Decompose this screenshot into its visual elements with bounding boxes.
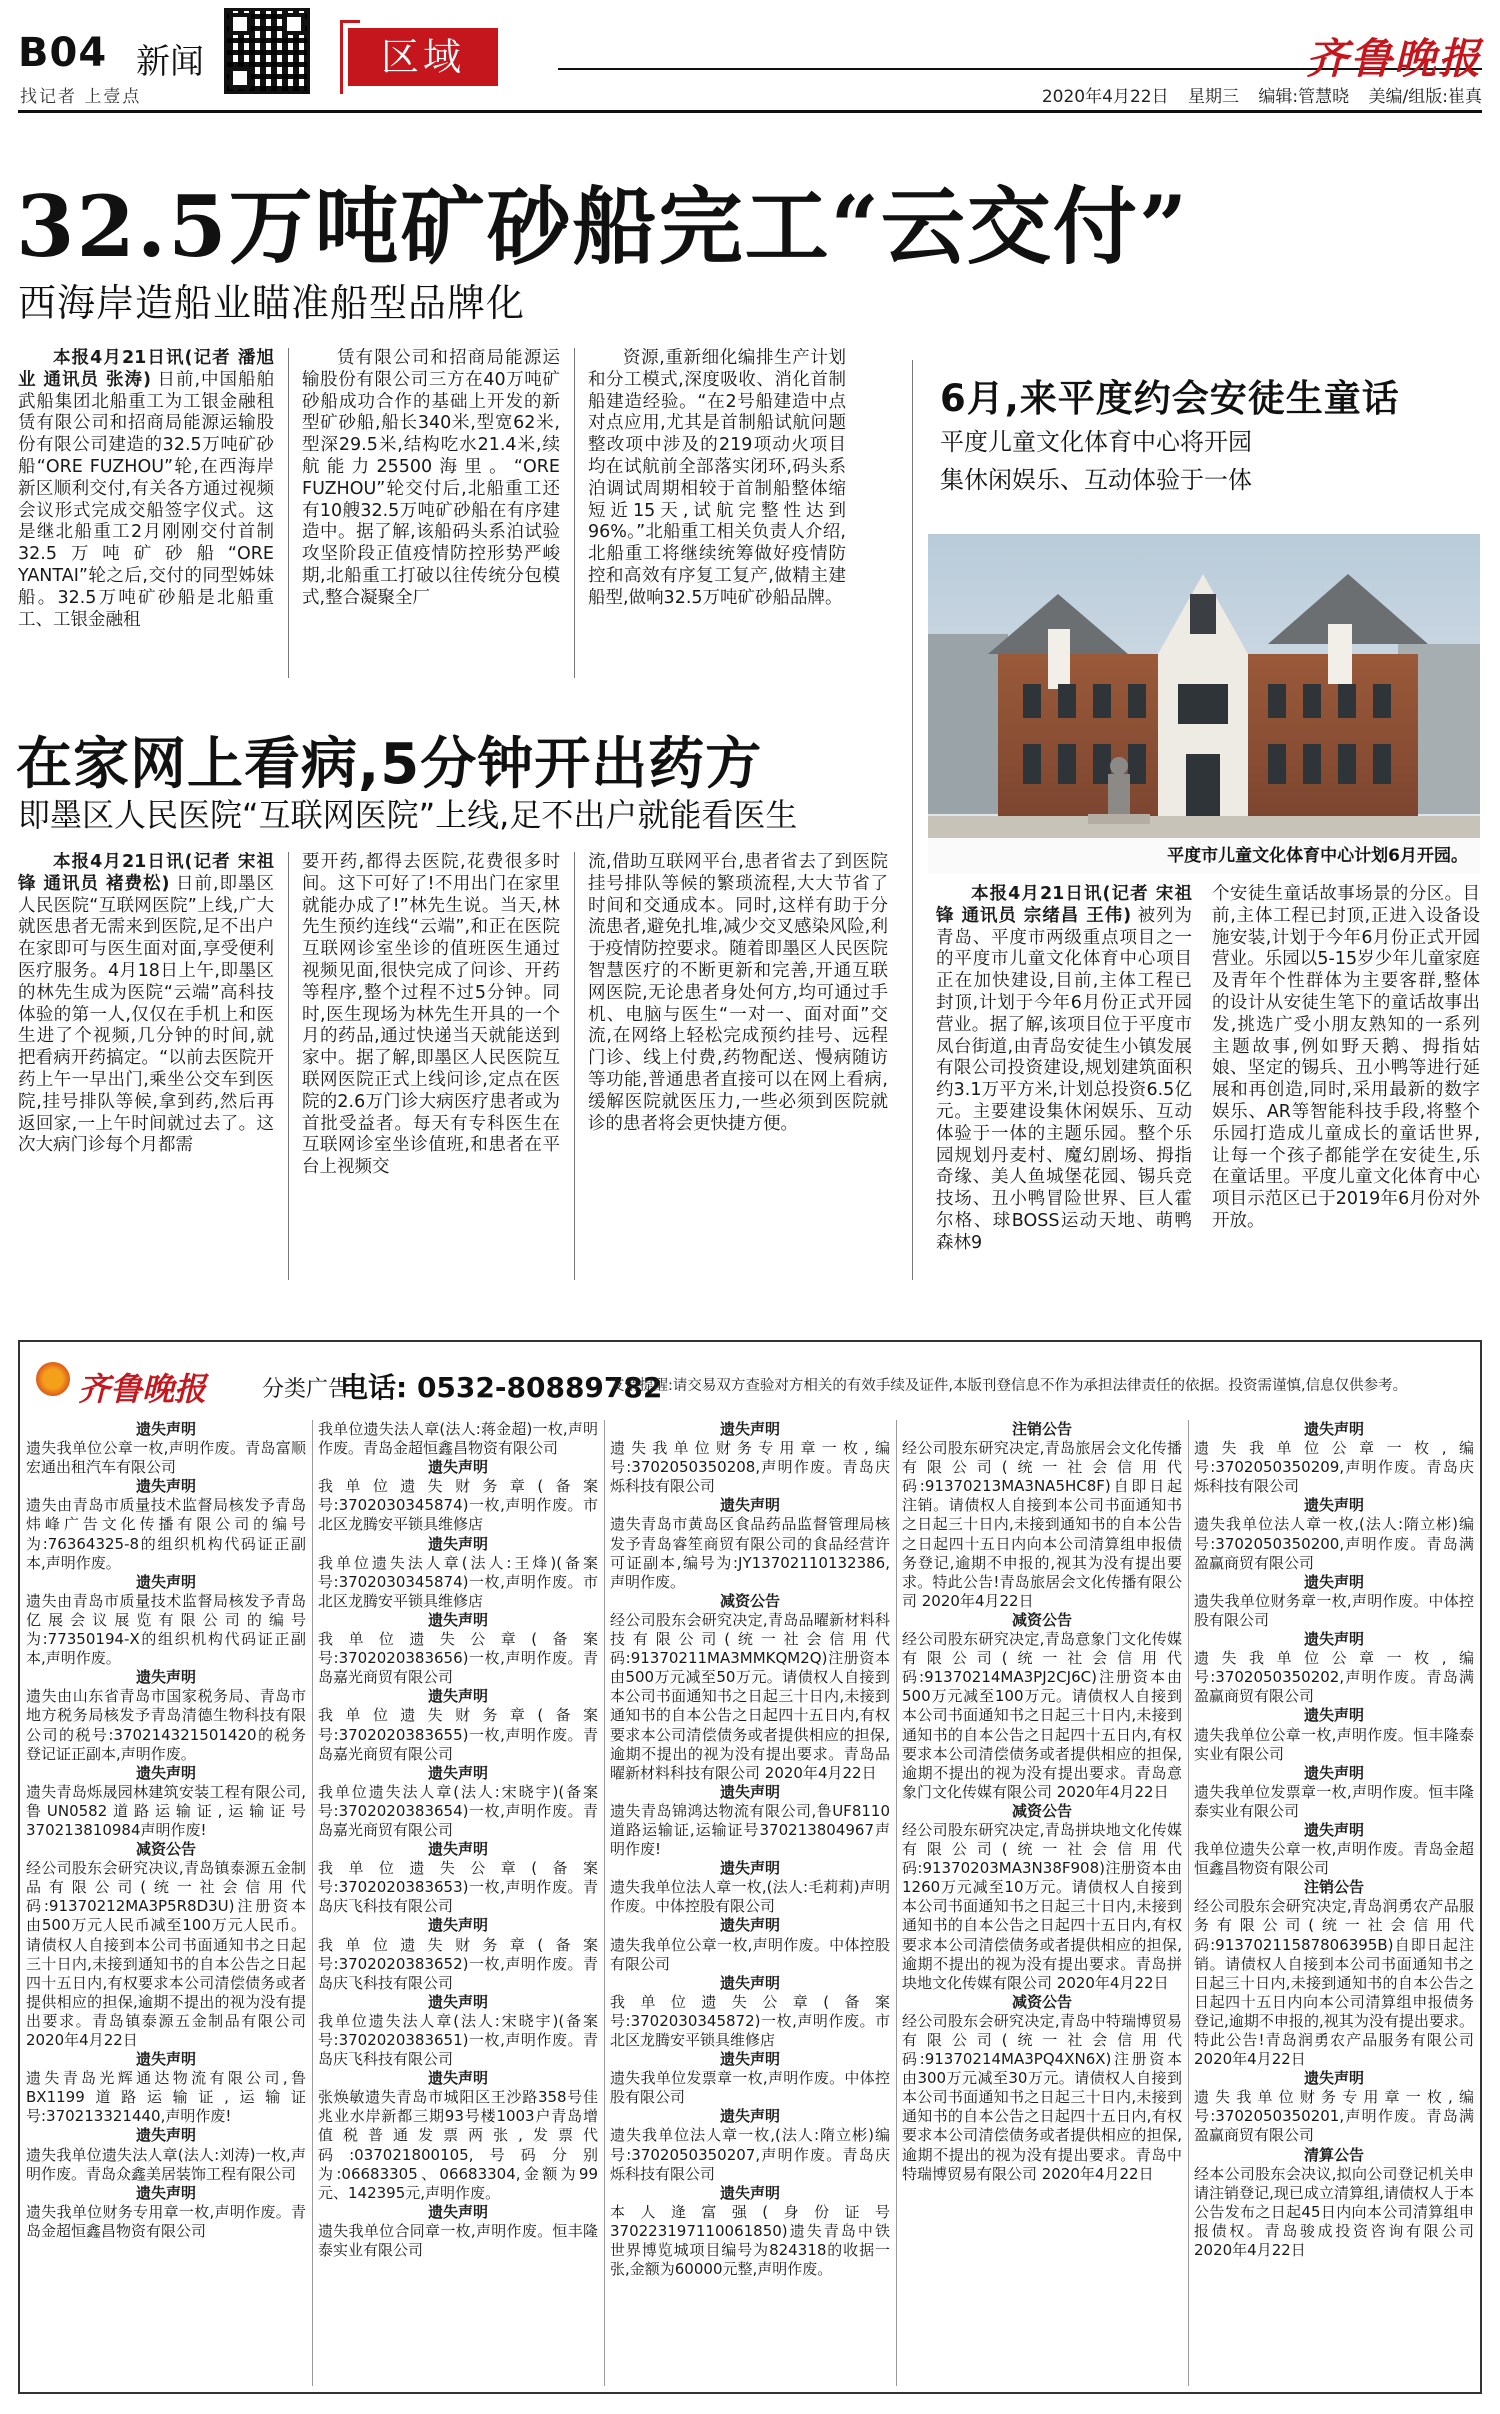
classified-ad <box>26 2126 306 2183</box>
column-divider <box>574 852 575 1280</box>
classified-ad <box>26 1420 306 1477</box>
classifieds-divider <box>896 1420 897 2386</box>
castle-photo <box>928 534 1480 874</box>
story2-column-1: 本报4月21日讯(记者 宋祖锋 通讯员 褚费松) 日前,即墨区人民医院“互联网医院”上线,广大就医患者无需来到医院,足不出户在家即可与医生面对面,享受便利医疗服务。4月18日上午,即墨区的林先生成为医院“云端”高科技体验的第一人,仅仅在手机上和医生进了个视频,几分钟的时间,就把看病开药搞定。“以前去医院开药上午一早出门,乘坐公交车到医院,挂号排队等候,拿到药,然后再返回家,一上午时间就过去了。这次大病门诊每个月都需 <box>18 852 274 1156</box>
masthead-meta <box>1042 82 1482 107</box>
classified-ad <box>610 1783 890 1859</box>
ad-body: 遗失我单位公章一枚,编号:3702050350202,声明作废。青岛满盈赢商贸有限公司 <box>1194 1649 1474 1706</box>
classified-ad <box>26 1573 306 1668</box>
column-divider <box>288 348 289 678</box>
classified-ad <box>26 1764 306 1840</box>
editor-credit: 编辑:管慧晓 <box>1258 87 1350 107</box>
classified-ad <box>1194 2146 1474 2261</box>
classified-ad <box>318 1916 598 1992</box>
ad-title: 遗失声明 <box>1303 1763 1364 1782</box>
ad-body: 遗失我单位财务章一枚,声明作废。中体控股有限公司 <box>1194 1591 1474 1629</box>
classified-ad <box>318 1611 598 1687</box>
classified-ad <box>610 1496 890 1591</box>
ad-title: 遗失声明 <box>1303 1706 1364 1725</box>
classified-ad <box>318 1458 598 1534</box>
story1-column-1: 本报4月21日讯(记者 潘旭业 通讯员 张涛) 日前,中国船舶武船集团北船重工为工银金融租赁有限公司和招商局能源运输股份有限公司建造的32.5万吨矿砂船“ORE FUZHOU”轮,在西海岸新区顺利交付,有关各方通过视频会议形式完成交船签字仪式。这是继北船重工2月刚刚交付首制32.5万吨矿砂船“ORE YANTAI”轮之后,交付的同型姊妹船。32.5万吨矿砂船是北船重工、工银金融租 <box>18 348 274 630</box>
ad-title: 减资公告 <box>1011 1801 1072 1820</box>
story3-column-2: 个安徒生童话故事场景的分区。目前,主体工程已封顶,正进入设备设施安装,计划于今年6月份正式开园营业。乐园以5-15岁少年儿童家庭及青年个性群体为主要客群,整体的设计从安徒生笔下的童话故事出发,挑选广受小朋友熟知的一系列主题故事,例如野天鹅、拇指姑娘、坚定的锡兵、丑小鸭等进行延展和再创造,同时,采用最新的数字娱乐、AR等智能科技手段,将整个乐园打造成儿童成长的童话世界,让每一个孩子都能学在安徒生,乐在童话里。平度儿童文化体育中心项目示范区已于2019年6月份对外开放。 <box>1212 884 1480 1231</box>
ad-body: 经本公司股东会决议,拟向公司登记机关申请注销登记,现已成立清算组,请债权人于本公告发布之日起45日内向本公司清算组申报债权。青岛骏成投资咨询有限公司 2020年4月22日 <box>1194 2164 1474 2260</box>
story2-subhead: 即墨区人民医院“互联网医院”上线,足不出户就能看医生 <box>18 796 798 834</box>
ad-title: 遗失声明 <box>719 1973 780 1992</box>
ad-body: 经公司股东研究决定,青岛拼块地文化传媒有限公司(统一社会信用代码:91370203MA3N38F908)注册资本由1260万元减至10万元。请债权人自接到本公司书面通知书之日起三十日内,未接到通知书的自本公告之日起四十五日内,有权要求本公司清偿债务或者提供相应的担保,逾期不提出的视为没有提出要求。青岛拼块地文化传媒有限公司 2020年4月22日 <box>902 1820 1182 1992</box>
classified-ad <box>26 1668 306 1763</box>
ad-body: 遗失我单位法人章一枚,(法人:隋立彬)编号:3702050350200,声明作废。青岛满盈赢商贸有限公司 <box>1194 1515 1474 1572</box>
ad-body: 遗失我单位合同章一枚,声明作废。恒丰隆泰实业有限公司 <box>318 2221 598 2260</box>
ad-body: 遗失青岛光辉通达物流有限公司,鲁BX1199道路运输证,运输证号:370213321440,声明作废! <box>26 2069 306 2126</box>
photo-caption: 平度市儿童文化体育中心计划6月开园。 <box>928 838 1480 874</box>
ad-title: 遗失声明 <box>719 1916 780 1935</box>
classifieds-divider <box>312 1420 313 2386</box>
ad-title: 遗失声明 <box>719 1782 780 1801</box>
classifieds-phone: 电话: 0532-80889782 <box>340 1371 663 1404</box>
ad-body: 本人逄富强(身份证号370223197110061850)遗失青岛中铁世界博览城项目编号为824318的收据一张,金额为60000元整,声明作废。 <box>610 2202 890 2279</box>
ad-body: 张焕敏遗失青岛市城阳区王沙路358号佳兆业水岸新都三期93号楼1003户青岛增值税普通发票两张,发票代码:037021800105,号码分别为:06683305、06683304,金额为99元、142395元,声明作废。 <box>318 2088 598 2202</box>
classifieds-divider <box>604 1420 605 2386</box>
ad-title: 遗失声明 <box>1303 2069 1364 2088</box>
ad-body: 遗失我单位财务专用章一枚,编号:3702050350201,声明作废。青岛满盈赢商贸有限公司 <box>1194 2088 1474 2145</box>
designer-credit: 美编/组版:崔真 <box>1368 87 1482 107</box>
ad-body: 经公司股东会研究决定,青岛润勇农产品服务有限公司(统一社会信用代码:91370211587806395B)自即日起注销。请债权人自接到本公司书面通知书之日起三十日内,未接到通知书的自本公告之日起四十五日内向本公司清算组申报债务登记,逾期不申报的,视其为没有提出要求。特此公告!青岛润勇农产品服务有限公司 2020年4月22日 <box>1194 1897 1474 2069</box>
ad-body: 遗失我单位公章一枚,声明作废。青岛富顺宏通出租汽车有限公司 <box>26 1439 306 1477</box>
classified-ad <box>902 1420 1182 1611</box>
classified-ad <box>610 2184 890 2279</box>
ad-title: 遗失声明 <box>427 1992 488 2011</box>
ad-title: 遗失声明 <box>135 1477 196 1496</box>
ad-body: 遗失我单位发票章一枚,声明作废。中体控股有限公司 <box>610 2069 890 2107</box>
story1-headline: 32.5万吨矿砂船完工“云交付” <box>16 177 1190 276</box>
classified-ad <box>1194 1764 1474 1821</box>
classifieds-column <box>610 1420 890 2386</box>
classified-ad <box>1194 2069 1474 2145</box>
ad-body: 遗失我单位发票章一枚,声明作废。恒丰隆泰实业有限公司 <box>1194 1782 1474 1820</box>
story1-column-3: 资源,重新细化编排生产计划和分工模式,深度吸收、消化首制船建造经验。“在2号船建造中点对点应用,尤其是首制船试航问题整改项中涉及的219项动火项目均在试航前全部落实闭环,码头系泊调试周期相较于首制船整体缩短近15天,试航完整性达到96%。”北船重工相关负责人介绍,北船重工将继续统筹做好疫情防控和高效有序复工复产,做精主建船型,做响32.5万吨矿砂船品牌。 <box>588 348 846 608</box>
ad-title: 减资公告 <box>1011 1610 1072 1629</box>
issue-weekday: 星期三 <box>1187 87 1239 107</box>
classified-ad <box>1194 1821 1474 1878</box>
classified-ad <box>318 2203 598 2260</box>
ad-title: 减资公告 <box>135 1840 196 1859</box>
ad-title: 注销公告 <box>1011 1420 1072 1438</box>
story2-column-3: 流,借助互联网平台,患者省去了到医院挂号排队等候的繁琐流程,大大节省了时间和交通成本。同时,这样有助于分流患者,避免扎堆,减少交叉感染风险,利于疫情防控要求。随着即墨区人民医院智慧医疗的不断更新和完善,开通互联网医院,无论患者身处何方,均可通过手机、电脑与医生“一对一、面对面”交流,在网络上轻松完成预约挂号、远程门诊、线上付费,药物配送、慢病随访等功能,普通患者直接可以在网上看病,缓解医院就医压力,一些必须到医院就诊的患者将会更快捷方便。 <box>588 852 888 1134</box>
story3-subhead-1: 平度儿童文化体育中心将开园 <box>940 428 1252 456</box>
ad-body: 我单位遗失财务章(备案号:3702030345874)一枚,声明作废。市北区龙腾安平锁具维修店 <box>318 1477 598 1534</box>
classifieds-column <box>902 1420 1182 2386</box>
ad-body: 我单位遗失财务章(备案号:3702020383652)一枚,声明作废。青岛庆飞科技有限公司 <box>318 1935 598 1992</box>
ad-title: 遗失声明 <box>427 1610 488 1629</box>
masthead <box>18 30 1482 108</box>
ad-body: 遗失由青岛市质量技术监督局核发予青岛亿展会议展览有限公司的编号为:77350194-X的组织机构代码证正副本,声明作废。 <box>26 1591 306 1668</box>
ad-title: 遗失声明 <box>1303 1820 1364 1839</box>
classifieds-logo: 齐鲁晚报 <box>78 1370 207 1408</box>
story2-column-2: 要开药,都得去医院,花费很多时间。这下可好了!不用出门在家里就能办成了!”林先生说。当天,林先生预约连线“云端”,和正在医院互联网诊室坐诊的值班医生通过视频见面,很快完成了问诊、开药等程序,整个过程不过5分钟。同时,医生现场为林先生开具的一个月的药品,通过快递当天就能送到家中。据了解,即墨区人民医院互联网医院正式上线问诊,定点在医院的2.6万门诊大病医疗患者或为首批受益者。每天有专科医生在互联网诊室坐诊值班,和患者在平台上视频交 <box>302 852 560 1178</box>
ad-title: 遗失声明 <box>427 2202 488 2221</box>
sun-logo-icon <box>36 1362 70 1396</box>
right-column-divider <box>912 360 913 1280</box>
ad-body: 遗失我单位财务专用章一枚,声明作废。青岛金超恒鑫昌物资有限公司 <box>26 2202 306 2240</box>
ad-body: 遗失我单位公章一枚,声明作废。中体控股有限公司 <box>610 1935 890 1973</box>
page-number: B04 <box>18 30 108 76</box>
ad-title: 遗失声明 <box>719 1496 780 1515</box>
ad-title: 遗失声明 <box>135 2126 196 2145</box>
classified-ad <box>318 1687 598 1763</box>
ad-body: 经公司股东研究决定,青岛旅居会文化传播有限公司(统一社会信用代码:91370213MA3NA5HC8F)自即日起注销。请债权人自接到本公司书面通知书之日起三十日内,未接到通知书的自本公告之日起四十五日内向本公司清算组申报债务登记,逾期不申报的,视其为没有提出要求。特此公告!青岛旅居会文化传播有限公司 2020年4月22日 <box>902 1439 1182 1610</box>
ad-title: 遗失声明 <box>427 1534 488 1553</box>
classified-ad <box>610 1859 890 1916</box>
classifieds-column <box>318 1420 598 2386</box>
story3-headline: 6月,来平度约会安徒生童话 <box>940 377 1400 420</box>
ad-body: 遗失我单位遗失法人章(法人:刘涛)一枚,声明作废。青岛众鑫美居装饰工程有限公司 <box>26 2145 306 2183</box>
classified-ad <box>610 2107 890 2183</box>
ad-body: 我单位遗失公章(备案号:3702030345872)一枚,声明作废。市北区龙腾安平锁具维修店 <box>610 1992 890 2049</box>
classifieds-header <box>18 1354 1482 1412</box>
ad-body: 遗失我单位公章一枚,声明作废。恒丰隆泰实业有限公司 <box>1194 1725 1474 1763</box>
ad-title: 遗失声明 <box>135 2183 196 2202</box>
ad-body: 遗失由山东省青岛市国家税务局、青岛市地方税务局核发予青岛清德生物科技有限公司的税号:370214321501420的税务登记证正副本,声明作废。 <box>26 1687 306 1763</box>
story3-subhead-2: 集休闲娱乐、互动体验于一体 <box>940 466 1252 494</box>
ad-body: 遗失我单位公章一枚,编号:3702050350209,声明作废。青岛庆烁科技有限公司 <box>1194 1439 1474 1496</box>
classified-ad <box>318 1993 598 2069</box>
classifieds-notice: 友情提醒:请交易双方查验对方相关的有效手续及证件,本版刊登信息不作为承担法律责任的依据。投资需谨慎,信息仅供参考。 <box>610 1378 1408 1394</box>
slogan: 找记者 上壹点 <box>20 87 142 107</box>
column-divider <box>288 852 289 1280</box>
ad-title: 遗失声明 <box>427 1763 488 1782</box>
newspaper-logo: 齐鲁晚报 <box>1305 34 1482 83</box>
story1-subhead: 西海岸造船业瞄准船型品牌化 <box>18 281 526 325</box>
classifieds-divider <box>1188 1420 1189 2386</box>
classified-ad <box>610 2050 890 2107</box>
ad-title: 遗失声明 <box>719 1859 780 1878</box>
ad-body: 经公司股东会研究决定,青岛品曜新材料科技有限公司(统一社会信用代码:91370211MA3MMKQM2Q)注册资本由500万元减至50万元。请债权人自接到本公司书面通知书之日起三十日内,未接到通知书的自本公告之日起四十五日内,有权要求本公司清偿债务或者提供相应的担保,逾期不提出的视为没有提出要求。青岛品曜新材料科技有限公司 2020年4月22日 <box>610 1610 890 1782</box>
ad-body: 遗失青岛市黄岛区食品药品监督管理局核发予青岛睿笙商贸有限公司的食品经营许可证副本,编号为:JY13702110132386,声明作废。 <box>610 1515 890 1591</box>
classified-ad <box>318 1840 598 1916</box>
classified-ad <box>902 1802 1182 1993</box>
classified-ad <box>26 1840 306 2050</box>
ad-title: 遗失声明 <box>427 2069 488 2088</box>
classified-ad <box>1194 1420 1474 1496</box>
classified-ad <box>1194 1496 1474 1572</box>
ad-body: 经公司股东研究决定,青岛意象门文化传媒有限公司(统一社会信用代码:91370214MA3PJ2CJ6C)注册资本由500万元减至100万元。请债权人自接到本公司书面通知书之日起三十日内,未接到通知书的自本公告之日起四十五日内,有权要求本公司清偿债务或者提供相应的担保,逾期不提出的视为没有提出要求。青岛意象门文化传媒有限公司 2020年4月22日 <box>902 1630 1182 1801</box>
region-tag: 区域 <box>348 28 498 86</box>
column-divider <box>574 348 575 678</box>
ad-title: 遗失声明 <box>1303 1572 1364 1591</box>
ad-title: 遗失声明 <box>427 1916 488 1935</box>
classified-ad <box>902 1993 1182 2184</box>
ad-title: 注销公告 <box>1303 1878 1364 1897</box>
ad-body: 遗失由青岛市质量技术监督局核发予青岛炜峰广告文化传播有限公司的编号为:76364325-8的组织机构代码证正副本,声明作废。 <box>26 1496 306 1572</box>
classified-ad <box>1194 1878 1474 2069</box>
classified-ad <box>318 1535 598 1611</box>
classified-ad <box>902 1611 1182 1802</box>
ad-body: 我单位遗失法人章(法人:宋晓宇)(备案号:3702020383651)一枚,声明作废。青岛庆飞科技有限公司 <box>318 2011 598 2069</box>
classified-ad <box>610 1420 890 1496</box>
ad-body: 遗失我单位法人章一枚,(法人:隋立彬)编号:3702050350207,声明作废。青岛庆烁科技有限公司 <box>610 2126 890 2183</box>
classified-ad <box>318 1764 598 1840</box>
ad-title: 减资公告 <box>719 1591 780 1610</box>
classified-ad <box>1194 1630 1474 1706</box>
ad-body: 遗失青岛烁晟园林建筑安装工程有限公司,鲁UN0582道路运输证,运输证号370213810984声明作废! <box>26 1782 306 1839</box>
qr-code-icon <box>224 8 310 94</box>
story3-column-1: 本报4月21日讯(记者 宋祖锋 通讯员 宗绪昌 王伟) 被列为青岛、平度市两级重点项目之一的平度市儿童文化体育中心项目正在加快建设,目前,主体工程已封顶,计划于今年6月份正式开园营业。据了解,该项目位于平度市凤台街道,由青岛安徒生小镇发展有限公司投资建设,规划建筑面积约3.1万平方米,计划总投资6.5亿元。主要建设集休闲娱乐、互动体验于一体的主题乐园。整个乐园规划丹麦村、魔幻剧场、拇指奇缘、美人鱼城堡花园、锡兵竞技场、丑小鸭冒险世界、巨人霍尔格、球BOSS运动天地、萌鸭森林9 <box>936 884 1192 1253</box>
ad-title: 遗失声明 <box>1303 1630 1364 1649</box>
ad-title: 遗失声明 <box>719 2183 780 2202</box>
section-name: 新闻 <box>136 42 204 82</box>
ad-title: 遗失声明 <box>135 1572 196 1591</box>
ad-title: 遗失声明 <box>427 1687 488 1706</box>
ad-body: 我单位遗失公章一枚,声明作废。青岛金超恒鑫昌物资有限公司 <box>1194 1840 1474 1878</box>
top-rule <box>18 110 1482 113</box>
story2-headline: 在家网上看病,5分钟开出药方 <box>16 732 763 797</box>
ad-body: 我单位遗失财务章(备案号:3702020383655)一枚,声明作废。青岛嘉光商贸有限公司 <box>318 1706 598 1763</box>
ad-body: 遗失我单位财务专用章一枚,编号:3702050350208,声明作废。青岛庆烁科技有限公司 <box>610 1439 890 1496</box>
classified-ad <box>26 2050 306 2126</box>
classifieds-label: 分类广告 <box>262 1377 351 1402</box>
classified-ad <box>610 1592 890 1783</box>
ad-body: 经公司股东会研究决定,青岛中特瑞博贸易有限公司(统一社会信用代码:91370214MA3PQ4XN6X)注册资本由300万元减至30万元。请债权人自接到本公司书面通知书之日起三十日内,未接到通知书的自本公告之日起四十五日内,有权要求本公司清偿债务或者提供相应的担保,逾期不提出的视为没有提出要求。青岛中特瑞博贸易有限公司 2020年4月22日 <box>902 2011 1182 2183</box>
ad-title: 遗失声明 <box>719 2107 780 2126</box>
ad-title: 遗失声明 <box>427 1458 488 1477</box>
ad-body: 遗失青岛锦鸿达物流有限公司,鲁UF8110道路运输证,运输证号370213804967声明作废! <box>610 1801 890 1859</box>
ad-title: 遗失声明 <box>135 2050 196 2069</box>
ad-body: 遗失我单位法人章一枚,(法人:毛莉莉)声明作废。中体控股有限公司 <box>610 1878 890 1916</box>
classified-ad <box>318 1420 598 1458</box>
ad-body: 我单位遗失法人章(法人:宋晓宇)(备案号:3702020383654)一枚,声明作废。青岛嘉光商贸有限公司 <box>318 1782 598 1839</box>
issue-date: 2020年4月22日 <box>1041 87 1169 107</box>
ad-body: 我单位遗失法人章(法人:王烽)(备案号:3702030345874)一枚,声明作废。市北区龙腾安平锁具维修店 <box>318 1553 598 1610</box>
ad-body: 我单位遗失公章(备案号:3702020383656)一枚,声明作废。青岛嘉光商贸有限公司 <box>318 1630 598 1687</box>
ad-title: 减资公告 <box>1011 1992 1072 2011</box>
classified-ad <box>26 1477 306 1572</box>
classified-ad <box>1194 1706 1474 1763</box>
classified-ad <box>318 2069 598 2203</box>
ad-body: 我单位遗失公章(备案号:3702020383653)一枚,声明作废。青岛庆飞科技有限公司 <box>318 1859 598 1916</box>
ad-body: 我单位遗失法人章(法人:蒋金超)一枚,声明作废。青岛金超恒鑫昌物资有限公司 <box>318 1420 598 1458</box>
classified-ad <box>1194 1573 1474 1630</box>
ad-title: 遗失声明 <box>135 1668 196 1687</box>
ad-title: 遗失声明 <box>719 2050 780 2069</box>
ad-title: 遗失声明 <box>1303 1496 1364 1515</box>
ad-title: 遗失声明 <box>719 1420 780 1438</box>
ad-title: 遗失声明 <box>135 1420 196 1438</box>
classified-ad <box>610 1974 890 2050</box>
ad-title: 遗失声明 <box>427 1840 488 1859</box>
ad-title: 遗失声明 <box>135 1763 196 1782</box>
story1-column-2: 赁有限公司和招商局能源运输股份有限公司三方在40万吨矿砂船成功合作的基础上开发的新型矿砂船,船长340米,型宽62米,型深29.5米,结构吃水21.4米,续航能力25500海里。“ORE FUZHOU”轮交付后,北船重工还有10艘32.5万吨矿砂船在有序建造中。据了解,该船码头系泊试验攻坚阶段正值疫情防控形势严峻期,北船重工打破以往传统分包模式,整合凝聚全厂 <box>302 348 560 608</box>
ad-body: 经公司股东会研究决议,青岛镇泰源五金制品有限公司(统一社会信用代码:91370212MA3P5R8D3U)注册资本由500万元人民币减至100万元人民币。请债权人自接到本公司书面通知书之日起三十日内,未接到通知书的自本公告之日起四十五日内,有权要求本公司清偿债务或者提供相应的担保,逾期不提出的视为没有提出要求。青岛镇泰源五金制品有限公司 2020年4月22日 <box>26 1859 306 2049</box>
classifieds-column <box>26 1420 306 2386</box>
ad-title: 遗失声明 <box>1303 1420 1364 1438</box>
classified-ad <box>26 2184 306 2241</box>
ad-title: 清算公告 <box>1303 2145 1364 2164</box>
classifieds-column <box>1194 1420 1474 2386</box>
classified-ad <box>610 1916 890 1973</box>
